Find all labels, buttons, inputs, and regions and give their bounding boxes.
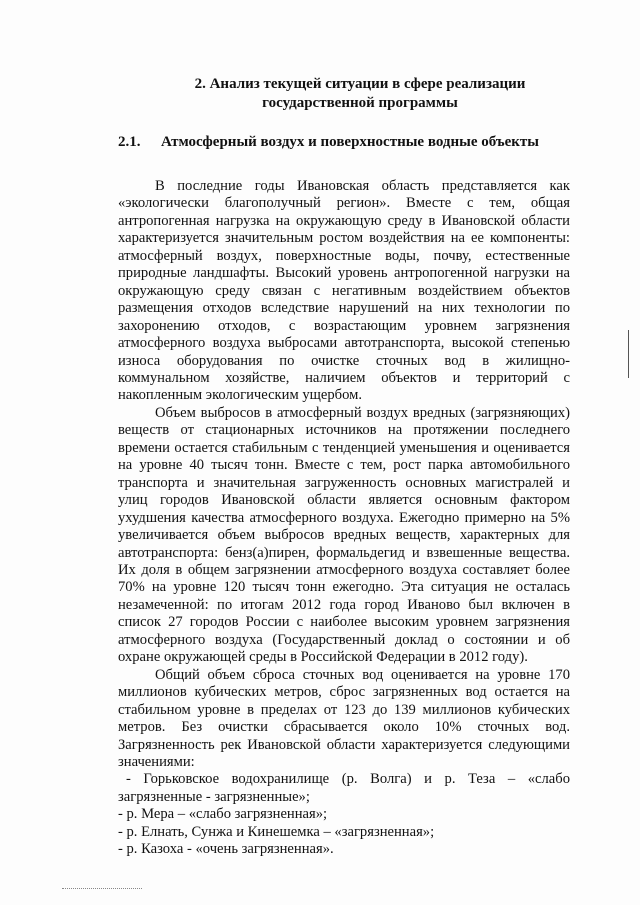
body-text (118, 178, 570, 859)
list-item-3: - р. Елнать, Сунжа и Кинешемка – «загрязненная»; (118, 823, 435, 840)
subsection-title-text: Атмосферный воздух и поверхностные водные объекты (161, 134, 540, 150)
paragraph-1: В последние годы Ивановская область представляется как «экологически благополучный регион». Вместе с тем, общая антропогенная нагрузка на окружающую среду в Ивановской области характеризуется значительным ростом воздействия на ее компоненты: атмосферный воздух, поверхностные воды, почву, естественные природные ландшафты. Высокий уровень антропогенной нагрузки на окружающую среду связан с негативным воздействием объектов размещения отходов вследствие нарушений на них технологии по захоронению отходов, с возрастающим уровнем загрязнения атмосферного воздуха выбросами автотранспорта, высокой степенью износа оборудования по очистке сточных вод в жилищно-коммунальном хозяйстве, наличием объектов и территорий с накопленным экологическим ущербом. (118, 178, 570, 404)
scan-footer-dots (62, 888, 142, 890)
list-item-2: - р. Мера – «слабо загрязненная»; (118, 806, 328, 823)
subsection-number: 2.1. (118, 134, 141, 150)
section-title (150, 75, 570, 113)
subsection-title (118, 133, 539, 152)
paragraph-2: Объем выбросов в атмосферный воздух вредных (загрязняющих) веществ от стационарных источников на протяжении последнего времени остается стабильным с тенденцией уменьшения и оценивается на уровне 40 тысяч тонн. Вместе с тем, рост парка автомобильного транспорта и значительная загруженность основных магистралей и улиц городов Ивановской области является основным фактором ухудшения качества атмосферного воздуха. Ежегодно примерно на 5% увеличивается объем выбросов вредных веществ, характерных для автотранспорта: бенз(а)пирен, формальдегид и взвешенные вещества. Их доля в общем загрязнении атмосферного воздуха составляет более 70% на уровне 120 тысяч тонн ежегодно. Эта ситуация не осталась незамеченной: по итогам 2012 года город Иваново был включен в список 27 городов России с наиболее высоким уровнем загрязнения атмосферного воздуха (Государственный доклад о состоянии и об охране окружающей среды в Российской Федерации в 2012 году). (118, 404, 570, 666)
section-title-line-1: 2. Анализ текущей ситуации в сфере реализации (194, 76, 526, 92)
paragraph-3: Общий объем сброса сточных вод оценивается на уровне 170 миллионов кубических метров, сброс загрязненных вод остается на стабильном уровне в пределах от 123 до 139 миллионов кубических метров. Без очистки сбрасывается около 10% сточных вод. Загрязненность рек Ивановской области характеризуется следующими значениями: (118, 666, 570, 770)
list-item-4: - р. Казоха - «очень загрязненная». (118, 841, 334, 858)
scan-edge-mark (628, 330, 629, 378)
section-title-line-2: государственной программы (262, 95, 458, 111)
list-item-1: - Горьковское водохранилище (р. Волга) и р. Теза – «слабо загрязненные - загрязненные»; (118, 771, 570, 805)
